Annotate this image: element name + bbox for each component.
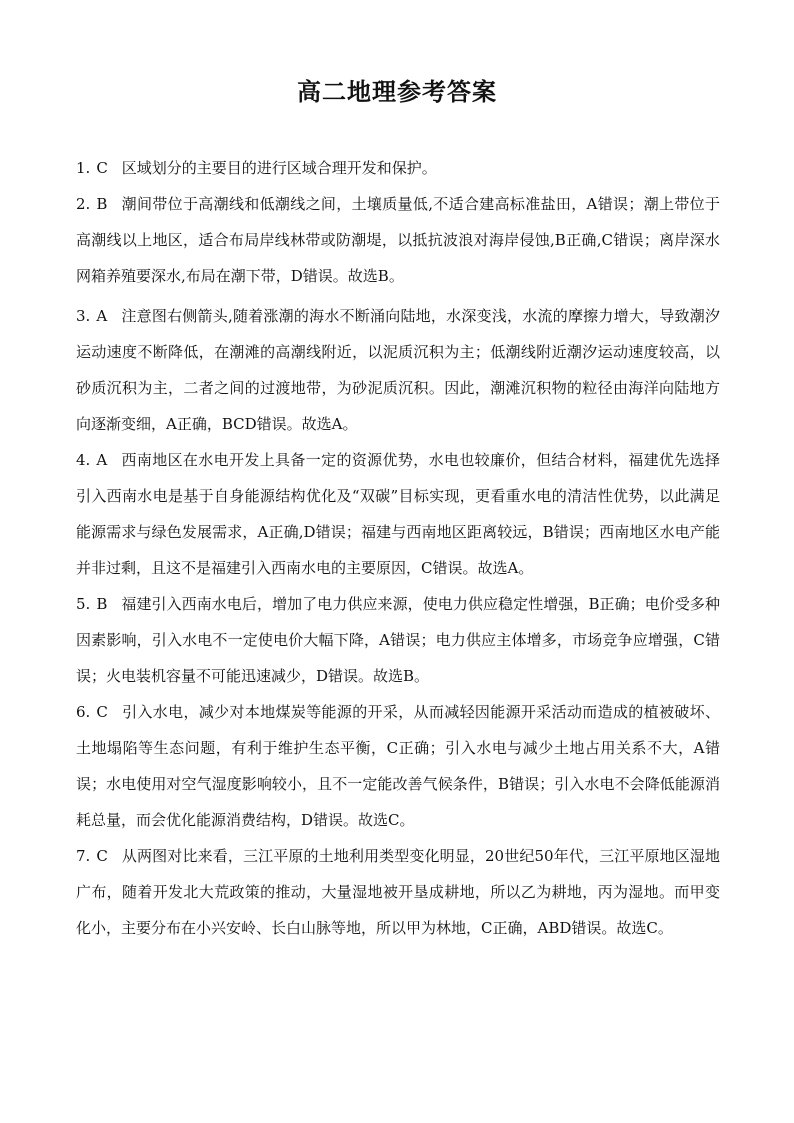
answer-number: 7.: [76, 847, 91, 865]
answer-choice: C: [96, 847, 108, 865]
answer-number: 2.: [76, 195, 91, 213]
answer-item-2: [76, 186, 720, 294]
answer-explanation: 注意图右侧箭头,随着涨潮的海水不断涌向陆地，水深变浅，水流的摩擦力增大，导致潮汐运动速度不断降低，在潮滩的高潮线附近，以泥质沉积为主；低潮线附近潮汐运动速度较高，以砂质沉积为主，二者之间的过渡地带，为砂泥质沉积。因此，潮滩沉积物的粒径由海洋向陆地方向逐渐变细，A正确，BCD错误。故选A。: [76, 307, 720, 433]
answer-choice: A: [96, 451, 108, 469]
answer-item-1: [76, 150, 720, 186]
answer-number: 4.: [76, 451, 91, 469]
answer-explanation: 引入水电，减少对本地煤炭等能源的开采，从而减轻因能源开采活动而造成的植被破坏、土地塌陷等生态问题，有利于维护生态平衡，C正确；引入水电与减少土地占用关系不大，A错误；水电使用对空气湿度影响较小，且不一定能改善气候条件，B错误；引入水电不会降低能源消耗总量，而会优化能源消费结构，D错误。故选C。: [76, 703, 720, 829]
answer-explanation: 区域划分的主要目的进行区域合理开发和保护。: [121, 159, 437, 177]
answer-choice: B: [96, 195, 108, 213]
answer-explanation: 福建引入西南水电后，增加了电力供应来源，使电力供应稳定性增强，B正确；电价受多种因素影响，引入水电不一定使电价大幅下降，A错误；电力供应主体增多，市场竞争应增强，C错误；火电装机容量不可能迅速减少，D错误。故选B。: [76, 595, 720, 685]
answer-item-3: [76, 298, 720, 442]
answer-item-4: [76, 442, 720, 586]
answer-explanation: 潮间带位于高潮线和低潮线之间，土壤质量低,不适合建高标准盐田，A错误；潮上带位于高潮线以上地区，适合布局岸线林带或防潮堤，以抵抗波浪对海岸侵蚀,B正确,C错误；离岸深水网箱养殖要深水,布局在潮下带，D错误。故选B。: [76, 195, 720, 285]
answer-item-6: [76, 694, 720, 838]
answer-choice: C: [96, 703, 108, 721]
answer-number: 5.: [76, 595, 91, 613]
answer-number: 3.: [76, 307, 91, 325]
answer-item-5: [76, 586, 720, 694]
answer-explanation: 西南地区在水电开发上具备一定的资源优势，水电也较廉价，但结合材料，福建优先选择引入西南水电是基于自身能源结构优化及“双碳”目标实现，更看重水电的清洁性优势，以此满足能源需求与绿色发展需求，A正确,D错误；福建与西南地区距离较远，B错误；西南地区水电产能并非过剩，且这不是福建引入西南水电的主要原因，C错误。故选A。: [76, 451, 720, 577]
answer-choice: A: [96, 307, 108, 325]
answer-number: 1.: [76, 159, 91, 177]
answer-list: [76, 150, 720, 946]
answer-choice: B: [96, 595, 108, 613]
answer-choice: C: [96, 159, 108, 177]
answer-number: 6.: [76, 703, 91, 721]
answer-explanation: 从两图对比来看，三江平原的土地利用类型变化明显，20世纪50年代，三江平原地区湿地广布，随着开发北大荒政策的推动，大量湿地被开垦成耕地，所以乙为耕地，丙为湿地。而甲变化小，主要分布在小兴安岭、长白山脉等地，所以甲为林地，C正确，ABD错误。故选C。: [76, 847, 720, 937]
answer-item-7: [76, 838, 720, 946]
page-title: 高二地理参考答案: [297, 78, 497, 106]
